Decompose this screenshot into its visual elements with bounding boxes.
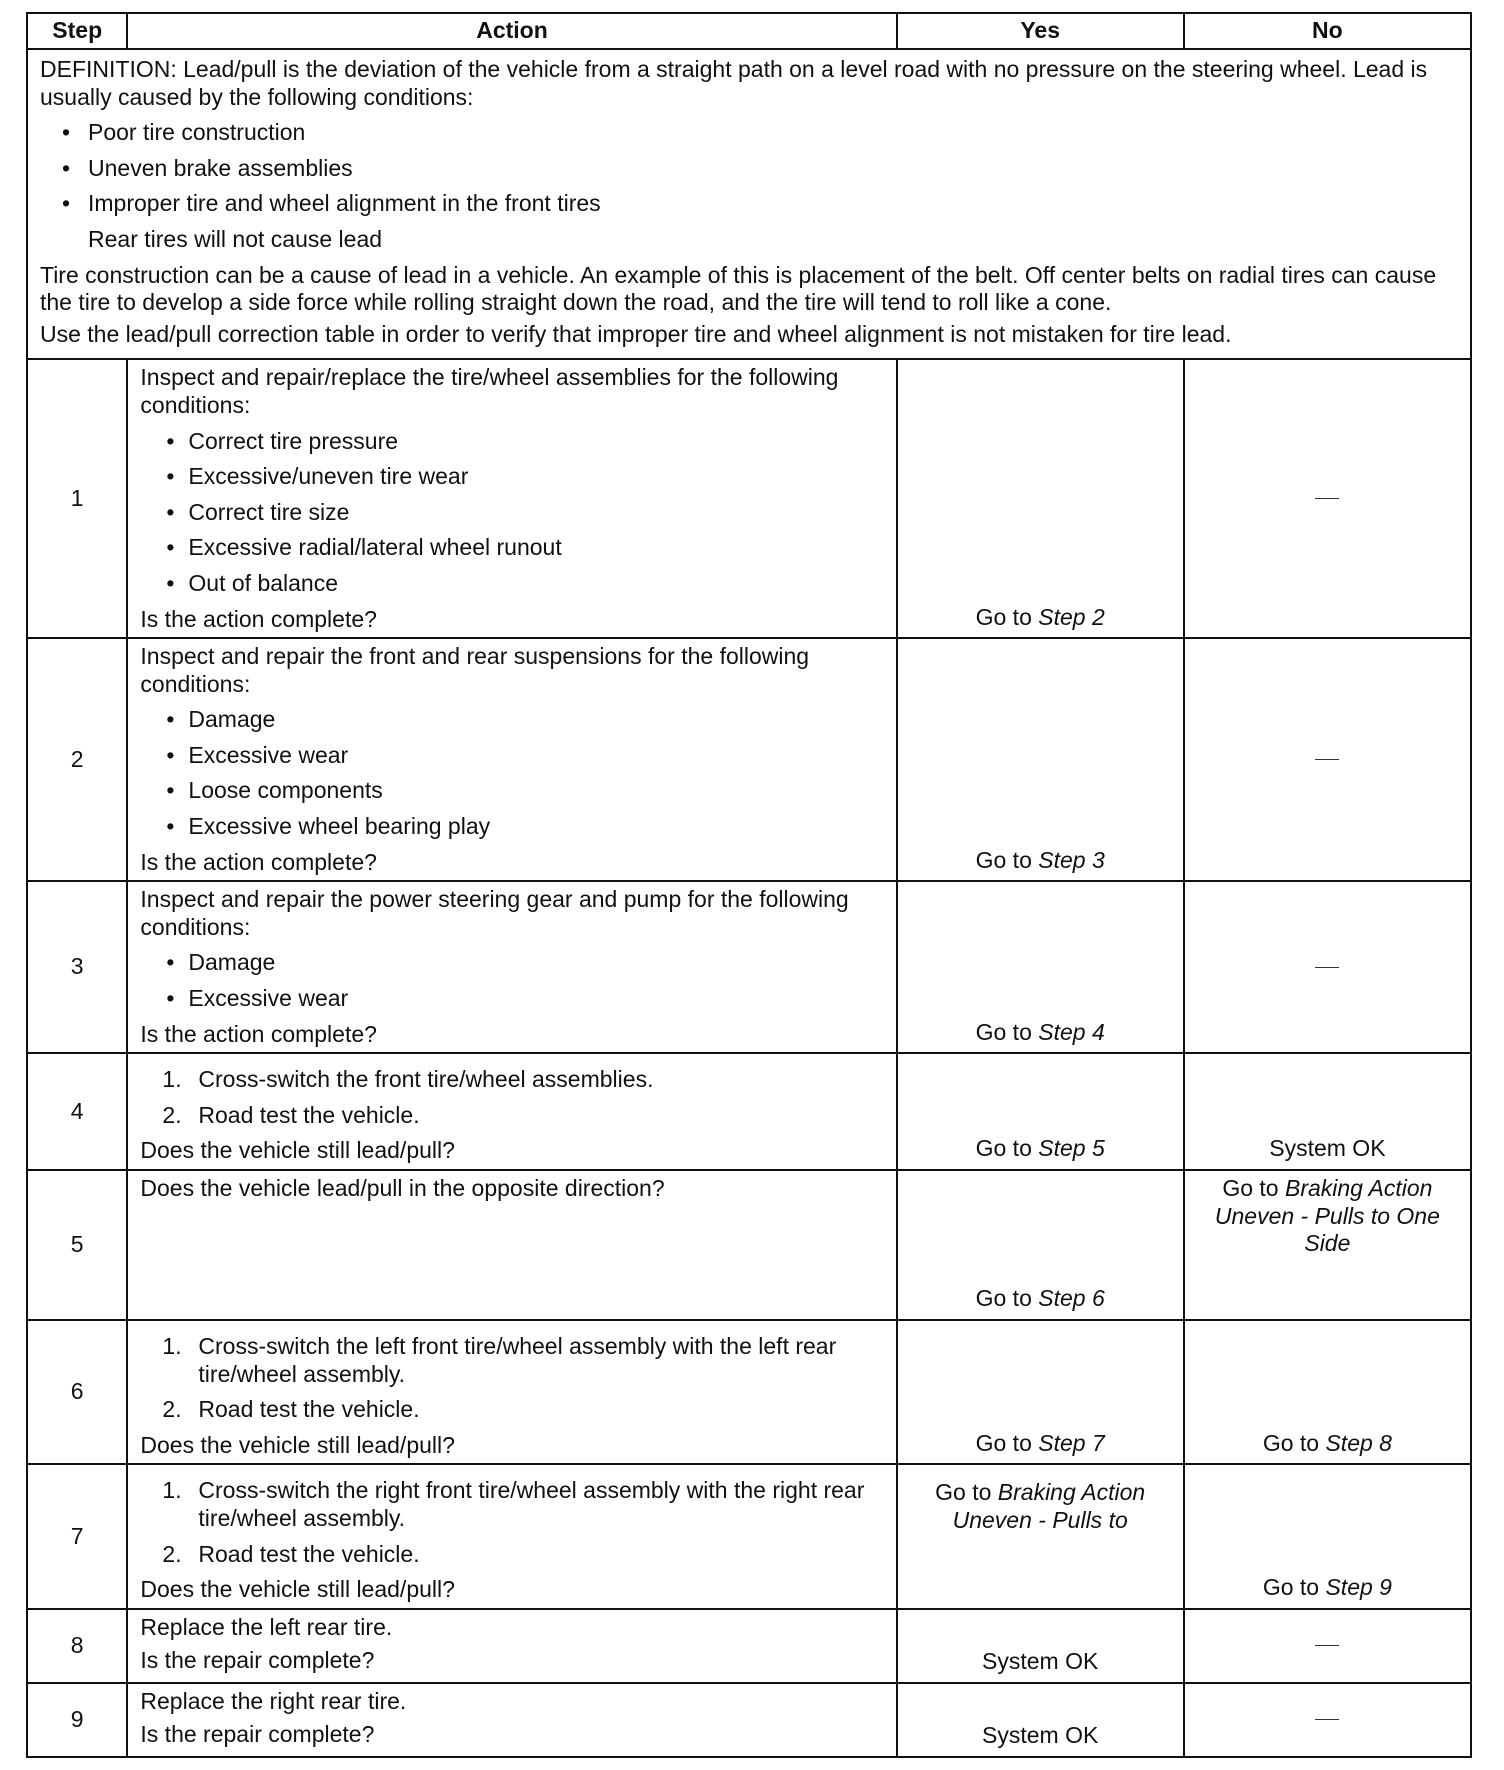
definition-cell bbox=[27, 49, 1471, 359]
definition-paragraph: Tire construction can be a cause of lead in a vehicle. An example of this is placement of the belt. Off center belts on radial tires can cause the tire to develop a side force while rolling straight down the road, and the tire will tend to roll like a cone. bbox=[40, 261, 1437, 316]
step-number: 6 bbox=[27, 1320, 127, 1464]
no-answer bbox=[1184, 1683, 1471, 1757]
item-text: Road test the vehicle. bbox=[198, 1540, 420, 1567]
answer-prefix: Go to bbox=[1262, 1429, 1326, 1456]
step-intro: Inspect and repair the front and rear suspensions for the following conditions: bbox=[140, 643, 810, 697]
yes-answer bbox=[897, 638, 1184, 881]
definition-paragraph: Use the lead/pull correction table in order to verify that improper tire and wheel alignment is not mistaken for tire lead. bbox=[40, 320, 1232, 347]
step-number: 7 bbox=[27, 1464, 127, 1608]
step-reference-link[interactable]: Step 6 bbox=[1038, 1285, 1105, 1312]
no-answer: System OK bbox=[1184, 1053, 1471, 1170]
header-step: Step bbox=[27, 13, 127, 49]
step-intro: Inspect and repair the power steering gear and pump for the following conditions: bbox=[140, 886, 849, 940]
step-row bbox=[27, 881, 1471, 1053]
no-answer bbox=[1184, 1609, 1471, 1683]
condition-list bbox=[140, 428, 885, 598]
item-number: 1. bbox=[162, 1333, 182, 1359]
diagnostic-table bbox=[26, 12, 1472, 1758]
step-number: 1 bbox=[27, 359, 127, 638]
step-action bbox=[127, 1683, 896, 1757]
step-number: 2 bbox=[27, 638, 127, 881]
yes-answer bbox=[897, 1320, 1184, 1464]
step-number: 4 bbox=[27, 1053, 127, 1170]
step-row bbox=[27, 1683, 1471, 1757]
condition-item: • Excessive radial/lateral wheel runout bbox=[140, 534, 885, 562]
header-action: Action bbox=[127, 13, 896, 49]
procedure-list bbox=[140, 1066, 885, 1129]
step-row bbox=[27, 1609, 1471, 1683]
condition-item: • Loose components bbox=[140, 777, 885, 805]
step-question: Does the vehicle lead/pull in the opposite direction? bbox=[140, 1175, 665, 1201]
condition-list bbox=[140, 949, 885, 1012]
definition-row bbox=[27, 49, 1471, 359]
procedure-item bbox=[140, 1396, 885, 1424]
item-text: Cross-switch the left front tire/wheel assembly with the left rear tire/wheel assembly. bbox=[198, 1333, 837, 1387]
answer-prefix: Go to bbox=[975, 1285, 1039, 1312]
answer-prefix: Go to bbox=[975, 846, 1039, 873]
condition-item: • Correct tire pressure bbox=[140, 428, 885, 456]
condition-item: • Excessive/uneven tire wear bbox=[140, 463, 885, 491]
step-row bbox=[27, 1053, 1471, 1170]
no-answer bbox=[1184, 1170, 1471, 1320]
step-reference-link[interactable]: Step 2 bbox=[1038, 603, 1105, 630]
step-reference-link[interactable]: Step 8 bbox=[1325, 1429, 1392, 1456]
condition-item: • Damage bbox=[140, 706, 885, 734]
definition-bullet: • Improper tire and wheel alignment in the front tires bbox=[40, 190, 1458, 218]
step-reference-link[interactable]: Step 5 bbox=[1038, 1135, 1105, 1162]
definition-note: Rear tires will not cause lead bbox=[88, 225, 383, 252]
step-number: 5 bbox=[27, 1170, 127, 1320]
procedure-item bbox=[140, 1066, 885, 1094]
yes-answer bbox=[897, 359, 1184, 638]
item-text: Road test the vehicle. bbox=[198, 1396, 420, 1423]
step-reference-link[interactable]: Step 3 bbox=[1038, 846, 1105, 873]
answer-prefix: Go to bbox=[975, 1135, 1039, 1162]
step-number: 3 bbox=[27, 881, 127, 1053]
item-text: Cross-switch the right front tire/wheel assembly with the right rear tire/wheel assembly. bbox=[198, 1477, 865, 1531]
dash-mark bbox=[1315, 759, 1339, 760]
yes-answer: System OK bbox=[897, 1683, 1184, 1757]
item-number: 1. bbox=[162, 1477, 182, 1504]
procedure-item bbox=[140, 1477, 885, 1532]
item-text: Road test the vehicle. bbox=[198, 1101, 420, 1128]
step-row bbox=[27, 1170, 1471, 1320]
condition-list bbox=[140, 706, 885, 840]
item-number: 2. bbox=[162, 1540, 182, 1567]
step-row bbox=[27, 1320, 1471, 1464]
condition-item: • Excessive wear bbox=[140, 985, 885, 1013]
answer-prefix: Go to bbox=[975, 603, 1039, 630]
yes-answer: System OK bbox=[897, 1609, 1184, 1683]
step-intro: Replace the left rear tire. bbox=[140, 1613, 393, 1640]
no-answer bbox=[1184, 359, 1471, 638]
step-action bbox=[127, 1609, 896, 1683]
item-number: 1. bbox=[162, 1066, 182, 1093]
step-question: Is the action complete? bbox=[140, 1020, 377, 1047]
step-action bbox=[127, 881, 896, 1053]
step-row bbox=[27, 359, 1471, 638]
condition-item: • Excessive wheel bearing play bbox=[140, 813, 885, 841]
step-reference-link[interactable]: Step 9 bbox=[1325, 1574, 1392, 1601]
condition-item: • Excessive wear bbox=[140, 742, 885, 770]
no-answer bbox=[1184, 881, 1471, 1053]
step-number: 9 bbox=[27, 1683, 127, 1757]
no-answer bbox=[1184, 1320, 1471, 1464]
step-action bbox=[127, 1464, 896, 1608]
step-question: Is the repair complete? bbox=[140, 1647, 375, 1674]
step-action bbox=[127, 638, 896, 881]
step-question: Is the action complete? bbox=[140, 605, 377, 632]
step-action bbox=[127, 1053, 896, 1170]
answer-prefix: Go to bbox=[935, 1479, 998, 1506]
step-number: 8 bbox=[27, 1609, 127, 1683]
step-intro: Replace the right rear tire. bbox=[140, 1687, 407, 1714]
yes-answer bbox=[897, 1464, 1184, 1608]
dash-mark bbox=[1315, 1719, 1339, 1720]
step-action bbox=[127, 359, 896, 638]
no-answer bbox=[1184, 1464, 1471, 1608]
answer-prefix: Go to bbox=[975, 1429, 1039, 1456]
condition-item: • Correct tire size bbox=[140, 499, 885, 527]
procedure-item bbox=[140, 1102, 885, 1130]
answer-prefix: Go to bbox=[1262, 1574, 1326, 1601]
step-reference-link[interactable]: Step 7 bbox=[1038, 1429, 1105, 1456]
procedure-item bbox=[140, 1541, 885, 1569]
step-action bbox=[127, 1320, 896, 1464]
item-number: 2. bbox=[162, 1396, 182, 1423]
procedure-item bbox=[140, 1333, 885, 1388]
procedure-list bbox=[140, 1333, 885, 1424]
definition-bullet: • Uneven brake assemblies bbox=[40, 155, 1458, 183]
step-intro: Inspect and repair/replace the tire/wheel assemblies for the following conditions: bbox=[140, 364, 839, 418]
procedure-list bbox=[140, 1477, 885, 1568]
header-row bbox=[27, 13, 1471, 49]
dash-mark bbox=[1315, 498, 1339, 499]
dash-mark bbox=[1315, 1645, 1339, 1646]
header-yes: Yes bbox=[897, 13, 1184, 49]
step-question: Does the vehicle still lead/pull? bbox=[140, 1137, 455, 1164]
answer-prefix: Go to bbox=[1222, 1175, 1285, 1201]
condition-item: • Out of balance bbox=[140, 570, 885, 598]
condition-item: • Damage bbox=[140, 949, 885, 977]
no-answer bbox=[1184, 638, 1471, 881]
step-question: Does the vehicle still lead/pull? bbox=[140, 1576, 455, 1603]
step-reference-link[interactable]: Braking Action Uneven - Pulls to bbox=[952, 1479, 1146, 1533]
step-row bbox=[27, 1464, 1471, 1608]
definition-text: DEFINITION: Lead/pull is the deviation of the vehicle from a straight path on a level road with no pressure on the steering wheel. Lead is usually caused by the following conditions: bbox=[40, 56, 1428, 110]
item-text: Cross-switch the front tire/wheel assemblies. bbox=[198, 1066, 654, 1093]
step-question: Does the vehicle still lead/pull? bbox=[140, 1431, 455, 1458]
step-question: Is the action complete? bbox=[140, 848, 377, 875]
step-reference-link[interactable]: Step 4 bbox=[1038, 1018, 1105, 1045]
dash-mark bbox=[1315, 967, 1339, 968]
definition-bullet: • Poor tire construction bbox=[40, 119, 1458, 147]
yes-answer bbox=[897, 881, 1184, 1053]
yes-answer bbox=[897, 1053, 1184, 1170]
definition-list bbox=[40, 119, 1458, 218]
step-row bbox=[27, 638, 1471, 881]
item-number: 2. bbox=[162, 1101, 182, 1128]
step-question: Is the repair complete? bbox=[140, 1721, 375, 1748]
step-reference-link[interactable]: Braking Action Uneven - Pulls to One Side bbox=[1214, 1175, 1440, 1257]
answer-prefix: Go to bbox=[975, 1018, 1039, 1045]
step-action bbox=[127, 1170, 896, 1320]
header-no: No bbox=[1184, 13, 1471, 49]
yes-answer bbox=[897, 1170, 1184, 1320]
